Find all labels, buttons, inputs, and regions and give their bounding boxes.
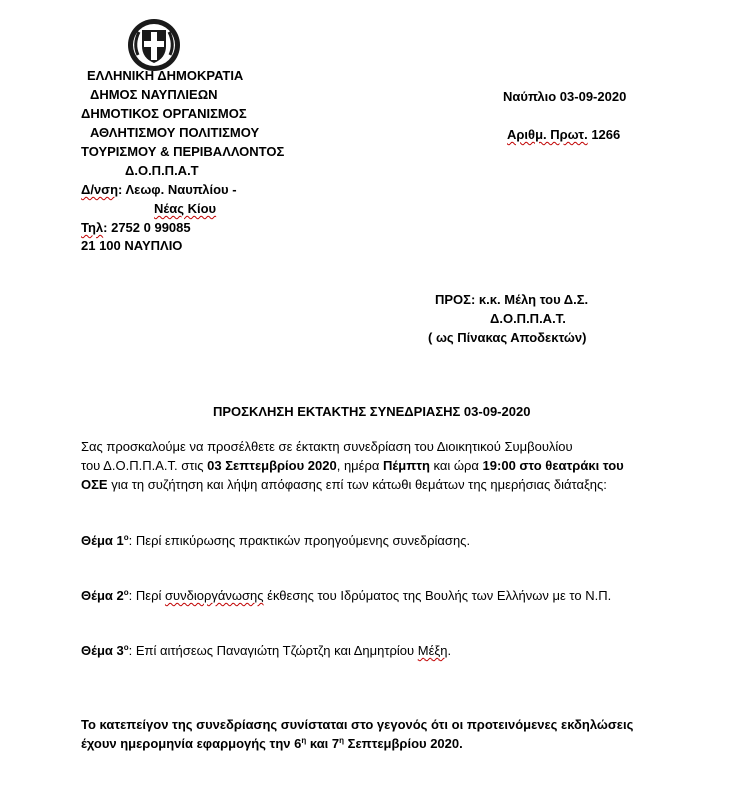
sender-line-athletics: ΑΘΛΗΤΙΣΜΟΥ ΠΟΛΙΤΙΣΜΟΥ (90, 125, 260, 140)
meeting-date: 03 Σεπτεμβρίου 2020 (207, 458, 337, 473)
sender-line-municipality: ΔΗΜΟΣ ΝΑΥΠΛΙΕΩΝ (90, 87, 218, 102)
sender-line-tourism: ΤΟΥΡΙΣΜΟΥ & ΠΕΡΙΒΑΛΛΟΝΤΟΣ (81, 144, 285, 159)
sender-address (81, 182, 237, 197)
sender-line-acronym: Δ.Ο.Π.Π.Α.Τ (125, 163, 199, 178)
document-date: Ναύπλιο 03-09-2020 (503, 89, 627, 104)
meeting-place: ΟΣΕ (81, 477, 108, 492)
topic-label: Θέμα 1 (81, 533, 124, 548)
recipient-line2: Δ.Ο.Π.Π.Α.Τ. (490, 311, 566, 326)
protocol-value: 1266 (587, 127, 621, 142)
body-line-3: ΟΣΕ για τη συζήτηση και λήψη απόφασης επί των κάτωθι θεμάτων της ημερήσιας διάταξης: (81, 477, 607, 492)
sender-address-line2: Νέας Κίου (154, 201, 217, 216)
recipient-line1: ΠΡΟΣ: κ.κ. Μέλη του Δ.Σ. (435, 292, 589, 307)
meeting-day: Πέμπτη (382, 458, 430, 473)
address-label: Δ/νση (81, 182, 119, 197)
closing-line-2: έχουν ημερομηνία εφαρμογής την $6^\eta$ και $7^\eta$ Σεπτεμβρίου 2020. (81, 736, 463, 751)
greek-coat-of-arms-emblem (127, 18, 181, 72)
sender-line-organization: ΔΗΜΟΤΙΚΟΣ ΟΡΓΑΝΙΣΜΟΣ (81, 106, 247, 121)
meeting-time-place: 19:00 στο θεατράκι του (482, 458, 624, 473)
topic-1: Θέμα $1^o$: Περί επικύρωσης πρακτικών προηγούμενης συνεδρίασης. (81, 533, 471, 548)
sender-phone (81, 220, 191, 235)
phone-label: Τηλ (81, 220, 104, 235)
sender-postal: 21 100 ΝΑΥΠΛΙΟ (81, 238, 183, 253)
protocol-number (507, 127, 620, 142)
topic-2: Θέμα $2^o$: Περί συνδιοργάνωσης έκθεσης του Ιδρύματος της Βουλής των Ελλήνων με το Ν.Π. (81, 588, 612, 603)
protocol-label: Αριθμ. Πρωτ. (507, 127, 588, 142)
topic-label: Θέμα 3 (81, 643, 124, 658)
topic-label: Θέμα 2 (81, 588, 124, 603)
phone-value: : 2752 0 99085 (103, 220, 191, 235)
recipient-line3: ( ως Πίνακας Αποδεκτών) (428, 330, 587, 345)
address-value: : Λεωφ. Ναυπλίου - (118, 182, 237, 197)
body-line-2: του Δ.Ο.Π.Π.Α.Τ. στις 03 Σεπτεμβρίου 2020, ημέρα Πέμπτη και ώρα 19:00 στο θεατράκι του (81, 458, 624, 473)
topic-3: Θέμα $3^o$: Επί αιτήσεως Παναγιώτη Τζώρτζη και Δημητρίου Μέξη. (81, 643, 452, 658)
document-title: ΠΡΟΣΚΛΗΣΗ ΕΚΤΑΚΤΗΣ ΣΥΝΕΔΡΙΑΣΗΣ 03-09-2020 (213, 404, 531, 419)
sender-line-country: ΕΛΛΗΝΙΚΗ ΔΗΜΟΚΡΑΤΙΑ (87, 68, 244, 83)
closing-line-1: Το κατεπείγον της συνεδρίασης συνίσταται στο γεγονός ότι οι προτεινόμενες εκδηλώσεις (81, 717, 634, 732)
body-line-1: Σας προσκαλούμε να προσέλθετε σε έκτακτη συνεδρίαση του Διοικητικού Συμβουλίου (81, 439, 573, 454)
